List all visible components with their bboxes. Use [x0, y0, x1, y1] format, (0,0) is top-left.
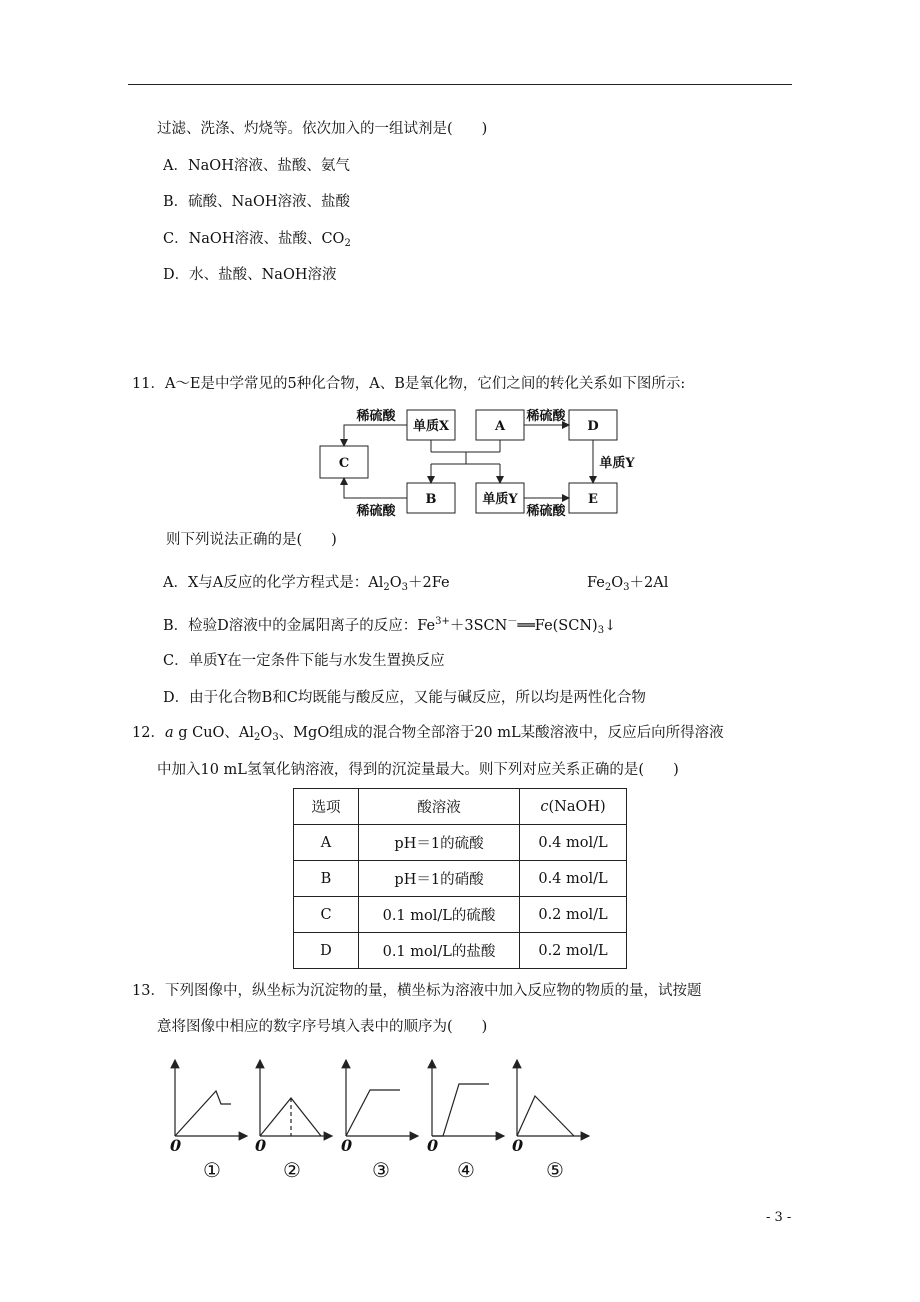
row-concentration: 0.2 mol/L [520, 933, 627, 969]
box-x-label: 单质X [412, 419, 450, 434]
join-x-a [431, 440, 500, 464]
q11-flow-diagram [0, 0, 920, 530]
q11-ask: 则下列说法正确的是( ) [166, 532, 337, 548]
box-d-label: D [587, 419, 599, 434]
graph-4 [432, 1060, 504, 1136]
q12-line-1: 12．a g CuO、$Al_2O_3$、MgO组成的混合物全部溶于20 mL某酸溶液中，反应后向所得溶液 [132, 725, 724, 743]
origin-label-4: 0 [427, 1136, 439, 1155]
q10-option-c: C．NaOH溶液、盐酸、$CO_2$ [163, 231, 351, 249]
table-row [294, 933, 627, 969]
origin-label-3: 0 [341, 1136, 353, 1155]
origin-label-1: 0 [170, 1136, 182, 1155]
q13-line-1: 13．下列图像中，纵坐标为沉淀物的量，横坐标为溶液中加入反应物的物质的量，试按题 [132, 983, 702, 999]
header-concentration: c(NaOH) [520, 789, 627, 825]
q11-option-a: A．X与A反应的化学方程式是：$Al_2O_3+2Fe$ [163, 575, 450, 593]
label-top-right: 稀硫酸 [526, 409, 566, 424]
q10-option-a: A．NaOH溶液、盐酸、氨气 [163, 158, 350, 174]
arrow-x-to-c [344, 425, 407, 446]
label-bottom-right: 稀硫酸 [526, 504, 566, 519]
q11-stem: 11．A～E是中学常见的5种化合物，A、B是氧化物，它们之间的转化关系如下图所示: [132, 376, 686, 392]
origin-label-2: 0 [255, 1136, 267, 1155]
row-acid: 0.1 mol/L的硫酸 [359, 897, 520, 933]
q12-answer-table [293, 788, 627, 969]
q11-option-b: B．检验D溶液中的金属阳离子的反应：$Fe^{3+}+3SCN^-══Fe(SCN)_3↓$ [163, 616, 617, 636]
page-number: - 3 - [766, 1210, 792, 1225]
label-top-left: 稀硫酸 [356, 409, 396, 424]
header-option: 选项 [294, 789, 359, 825]
graph-number-4: ④ [457, 1158, 475, 1182]
box-e-label: E [588, 492, 598, 507]
arrow-b-to-c [344, 478, 407, 498]
row-acid: 0.1 mol/L的盐酸 [359, 933, 520, 969]
row-option: A [294, 825, 359, 861]
row-concentration: 0.4 mol/L [520, 825, 627, 861]
row-option: B [294, 861, 359, 897]
q11-option-c: C．单质Y在一定条件下能与水发生置换反应 [163, 653, 445, 669]
table-row [294, 825, 627, 861]
label-d-e: 单质Y [599, 456, 635, 471]
row-acid: pH＝1的硝酸 [359, 861, 520, 897]
row-acid: pH＝1的硫酸 [359, 825, 520, 861]
box-b-label: B [425, 492, 437, 507]
row-concentration: 0.2 mol/L [520, 897, 627, 933]
q12-line-2: 中加入10 mL氢氧化钠溶液，得到的沉淀量最大。则下列对应关系正确的是( ) [157, 762, 679, 778]
graph-1 [175, 1060, 247, 1136]
q10-continuation: 过滤、洗涤、灼烧等。依次加入的一组试剂是( ) [157, 121, 488, 137]
graph-number-3: ③ [372, 1158, 390, 1182]
box-y-label: 单质Y [482, 492, 518, 507]
q13-line-2: 意将图像中相应的数字序号填入表中的顺序为( ) [157, 1019, 488, 1035]
row-concentration: 0.4 mol/L [520, 861, 627, 897]
graph-number-1: ① [203, 1158, 221, 1182]
q10-option-b: B．硫酸、NaOH溶液、盐酸 [163, 194, 351, 210]
table-header-row [294, 789, 627, 825]
q13-graphs [0, 1050, 920, 1160]
q11-option-d: D．由于化合物B和C均既能与酸反应，又能与碱反应，所以均是两性化合物 [163, 690, 646, 706]
graph-2 [260, 1060, 332, 1136]
box-a-label: A [494, 419, 506, 434]
row-option: C [294, 897, 359, 933]
graph-3 [346, 1060, 418, 1136]
origin-label-5: 0 [512, 1136, 524, 1155]
label-bottom-left: 稀硫酸 [356, 504, 396, 519]
table-row [294, 861, 627, 897]
box-c-label: C [338, 456, 350, 471]
graph-number-2: ② [283, 1158, 301, 1182]
q11-option-a-products: $Fe_2O_3+2Al$ [587, 575, 669, 593]
header-acid: 酸溶液 [359, 789, 520, 825]
row-option: D [294, 933, 359, 969]
table-row [294, 897, 627, 933]
q10-option-d: D．水、盐酸、NaOH溶液 [163, 267, 337, 283]
graph-5 [517, 1060, 589, 1136]
graph-number-5: ⑤ [546, 1158, 564, 1182]
